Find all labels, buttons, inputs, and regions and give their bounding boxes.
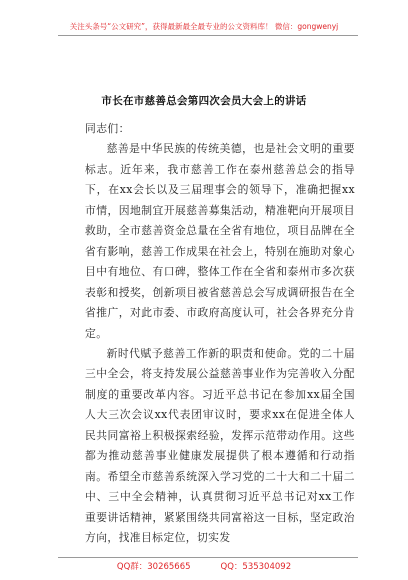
top-banner: 关注头条号“公文研究”，获得最新最全最专业的公文资料库！ 微信：gongwenyj	[69, 22, 339, 31]
paragraph-1: 慈善是中华民族的传统美德，也是社会文明的重要标志。近年来，我市慈善工作在泰州慈善总会的指导下，在xx会长以及三届理事会的领导下，准确把握xx市情，因地制宜开展慈善募集活动，精准靶向开展项目救助，全市慈善资金总量在全省有地位，项目品牌在全省有影响，慈善工作成果在社会上，特别在施助对象心目中有地位、有口碑，整体工作在全省和泰州市多次获表彰和授奖，创新项目被省慈善总会写成调研报告在全省推广，对此市委、市政府高度认可，社会各界充分肯定。	[85, 142, 355, 340]
document-body	[85, 119, 355, 549]
document-title: 市长在市慈善总会第四次会员大会上的讲话	[101, 95, 307, 107]
paragraph-2: 新时代赋予慈善工作新的职责和使命。党的二十届三中全会，将支持发展公益慈善事业作为完善收入分配制度的重要改革内容。习近平总书记在参加xx届全国人大三次会议xx代表团审议时，要求xx在促进全体人民共同富裕上积极探索经验，发挥示范带动作用。这些都为推动慈善事业健康发展提供了根本遵循和行动指南。希望全市慈善系统深入学习党的二十大和二十届二中、三中全会精神，认真贯彻习近平总书记对xx工作重要讲话精神，紧紧围绕共同富裕这一目标，坚定政治方向，找准目标定位，切实发	[85, 346, 355, 545]
footer-divider	[58, 557, 358, 558]
banner-divider	[58, 35, 358, 36]
footer-qq-group: QQ群：30265665	[116, 562, 191, 572]
footer-qq: QQ：535304092	[220, 562, 292, 572]
footer-contact	[0, 560, 408, 572]
salutation: 同志们：	[85, 122, 130, 135]
